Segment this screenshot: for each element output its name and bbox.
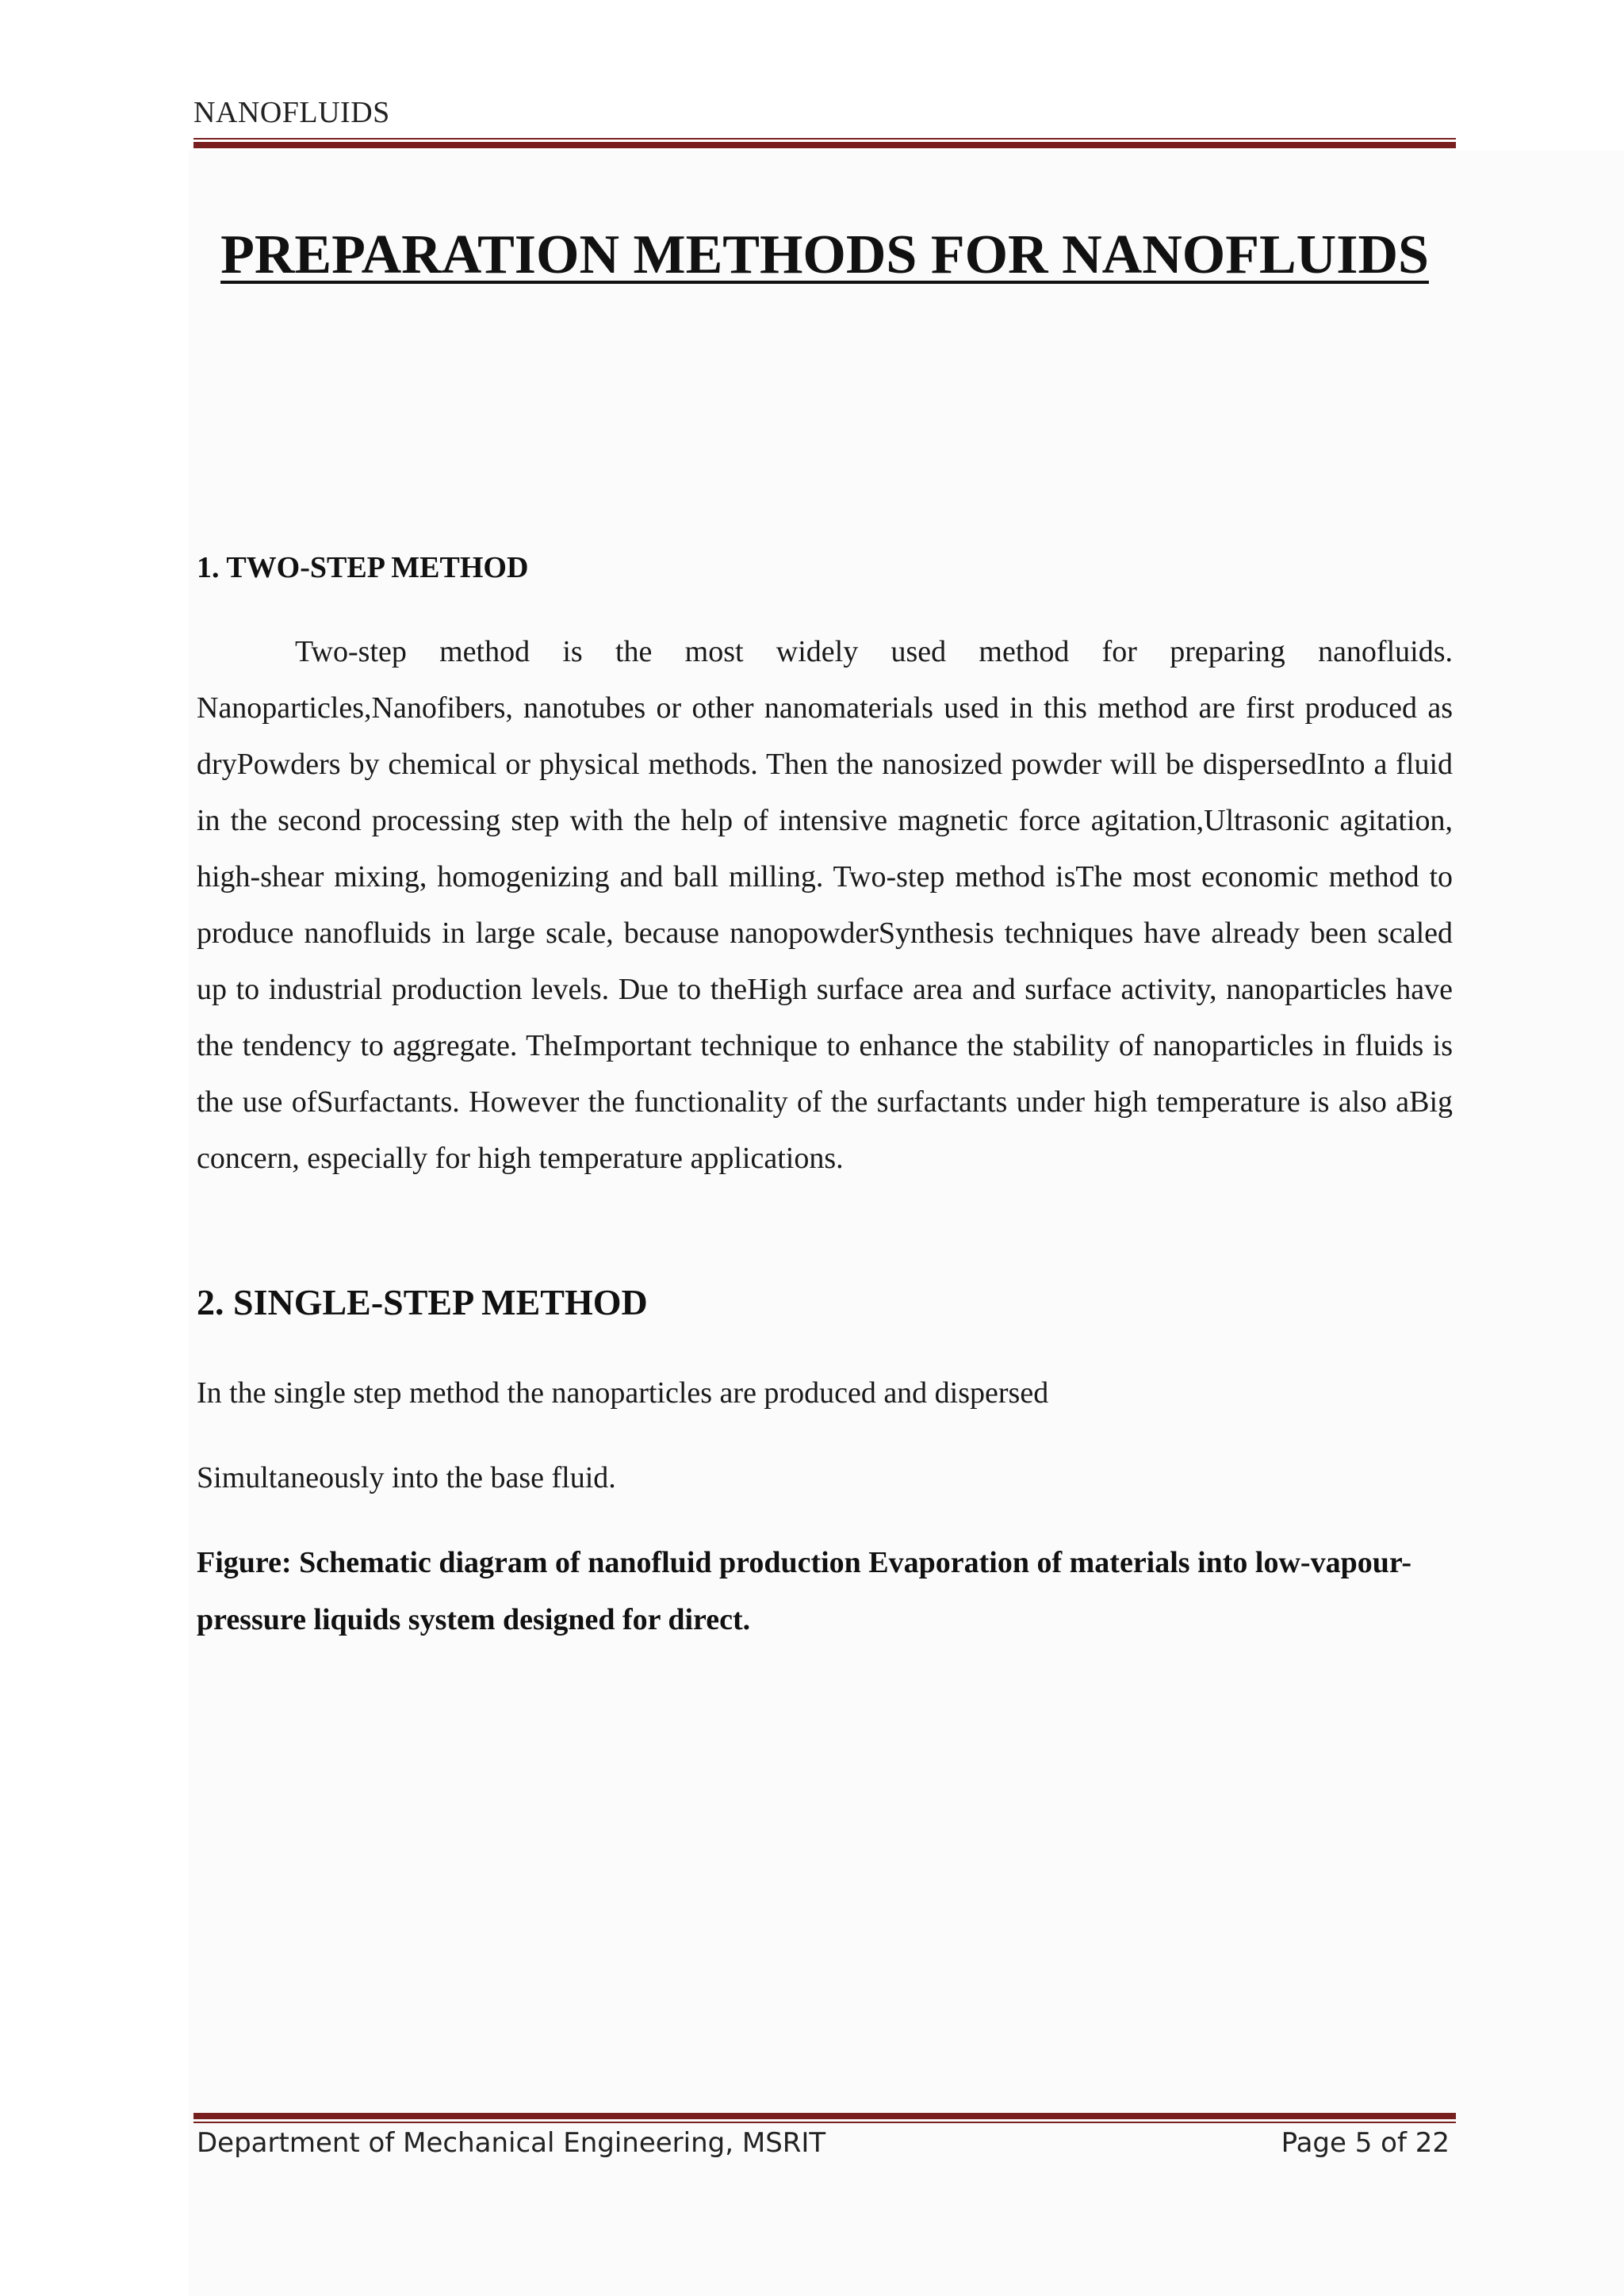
page-title: PREPARATION METHODS FOR NANOFLUIDS: [220, 224, 1429, 285]
figure-caption: Figure: Schematic diagram of nanofluid production Evaporation of materials into low-vapour-pressure liquids system designed for direct.: [197, 1546, 1411, 1636]
footer-rule-thin: [193, 2122, 1456, 2123]
header-rule-thin: [193, 138, 1456, 140]
single-step-line-1: In the single step method the nanoparticles are produced and dispersed: [197, 1376, 1049, 1410]
footer-department: Department of Mechanical Engineering, MSRIT: [197, 2127, 826, 2159]
footer-rule-thick: [193, 2113, 1456, 2119]
section-heading-single-step: 2. SINGLE-STEP METHOD: [197, 1282, 648, 1322]
running-header: NANOFLUIDS: [193, 96, 390, 129]
header-rule-thick: [193, 142, 1456, 148]
two-step-paragraph: Two-step method is the most widely used method for preparing nanofluids. Nanoparticles,Nanofibers, nanotubes or other nanomaterials used in this method are first produced as dryPowders by chemical or physical methods. Then the nanosized powder will be dispersedInto a fluid in the second processing step with the help of intensive magnetic force agitation,Ultrasonic agitation, high-shear mixing, homogenizing and ball milling. Two-step method isThe most economic method to produce nanofluids in large scale, because nanopowderSynthesis techniques have already been scaled up to industrial production levels. Due to theHigh surface area and surface activity, nanoparticles have the tendency to aggregate. TheImportant technique to enhance the stability of nanoparticles in fluids is the use ofSurfactants. However the functionality of the surfactants under high temperature is also aBig concern, especially for high temperature applications.: [197, 635, 1453, 1175]
footer-page-number: Page 5 of 22: [1281, 2127, 1450, 2159]
single-step-line-2: Simultaneously into the base fluid.: [197, 1461, 616, 1494]
section-heading-two-step: 1. TWO-STEP METHOD: [197, 551, 529, 584]
page-background: [189, 151, 1624, 2296]
